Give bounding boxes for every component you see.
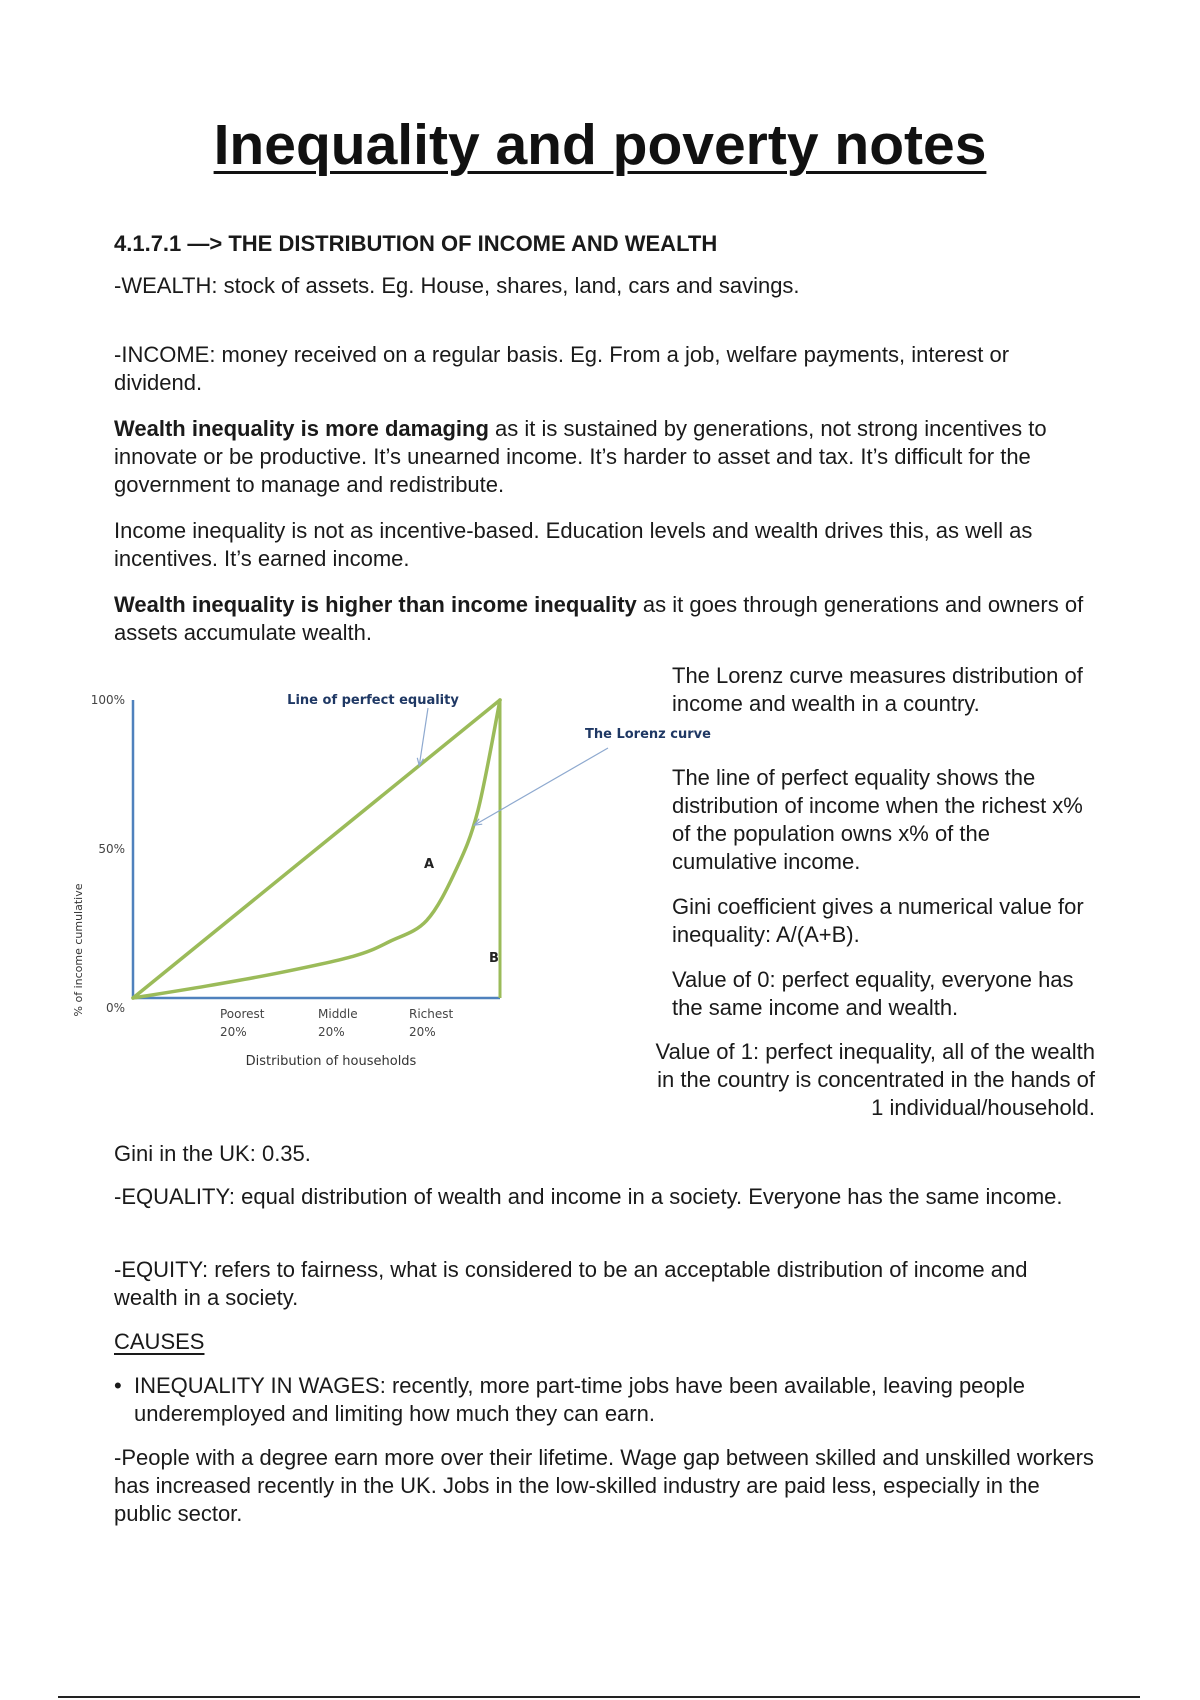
x-tick-sublabel: 20% [409, 1025, 436, 1039]
annotation-lorenz-label: The Lorenz curve [585, 727, 711, 742]
bullet-marker: • [114, 1373, 122, 1398]
x-tick-label: Poorest [220, 1007, 265, 1021]
value-one-note: Value of 1: perfect inequality, all of the wealth in the country is concentrated in the hands of 1 individual/household. [655, 1039, 1095, 1120]
wealth-higher-emphasis: Wealth inequality is higher than income inequality [114, 592, 637, 617]
list-item-wages [114, 1372, 1094, 1428]
y-tick-label: 0% [105, 1001, 125, 1015]
value-zero-note: Value of 0: perfect equality, everyone has the same income and wealth. [672, 967, 1074, 1020]
x-tick-label: Richest [409, 1007, 454, 1021]
lorenz-note: The Lorenz curve measures distribution of income and wealth in a country. [672, 663, 1083, 716]
list-item-wages-text: INEQUALITY IN WAGES: recently, more part-time jobs have been available, leaving people underemployed and limiting how much they can earn. [134, 1373, 1026, 1426]
causes-heading: CAUSES [114, 1329, 205, 1354]
wealth-higher-text: as it goes through generations and owners of assets accumulate wealth. [114, 592, 1084, 645]
x-axis-label: Distribution of households [245, 1054, 417, 1069]
y-tick-label: 50% [98, 842, 125, 856]
gini-note: Gini coefficient gives a numerical value for inequality: A/(A+B). [672, 894, 1084, 947]
wealth-damaging-text: as it is sustained by generations, not strong incentives to innovate or be productive. It’s unearned income. It’s harder to asset and tax. It’s difficult for the government to manage and redistribute. [114, 416, 1047, 497]
equity-definition: -EQUITY: refers to fairness, what is considered to be an acceptable distribution of income and wealth in a society. [114, 1257, 1028, 1310]
lorenz-chart [58, 660, 711, 1080]
wealth-higher-paragraph [114, 591, 1094, 647]
x-tick-sublabel: 20% [318, 1025, 345, 1039]
y-axis-label: % of income cumulative [72, 883, 85, 1017]
page-divider [58, 1696, 1140, 1698]
annotation-equality-label: Line of perfect equality [287, 693, 459, 708]
y-tick-label: 100% [90, 693, 125, 707]
region-label-a: A [423, 857, 435, 872]
wealth-definition: -WEALTH: stock of assets. Eg. House, shares, land, cars and savings. [114, 273, 800, 298]
income-inequality-paragraph: Income inequality is not as incentive-based. Education levels and wealth drives this, as well as incentives. It’s earned income. [114, 518, 1033, 571]
wealth-damaging-emphasis: Wealth inequality is more damaging [114, 416, 489, 441]
x-tick-label: Middle [318, 1007, 358, 1021]
equality-line-note: The line of perfect equality shows the distribution of income when the richest x% of the population owns x% of the cumulative income. [672, 765, 1083, 874]
wealth-damaging-paragraph [114, 415, 1094, 499]
gini-uk: Gini in the UK: 0.35. [114, 1141, 311, 1166]
equality-definition: -EQUALITY: equal distribution of wealth and income in a society. Everyone has the same income. [114, 1184, 1063, 1209]
income-definition: -INCOME: money received on a regular basis. Eg. From a job, welfare payments, interest or dividend. [114, 342, 1010, 395]
page-title: Inequality and poverty notes [213, 113, 987, 177]
region-label-b: B [489, 951, 499, 966]
degree-paragraph: -People with a degree earn more over their lifetime. Wage gap between skilled and unskilled workers has increased recently in the UK. Jobs in the low-skilled industry are paid less, especially in the public sector. [114, 1445, 1094, 1526]
section-heading: 4.1.7.1 —> THE DISTRIBUTION OF INCOME AND WEALTH [114, 231, 718, 256]
lorenz-chart-svg [58, 660, 711, 1080]
x-tick-sublabel: 20% [220, 1025, 247, 1039]
